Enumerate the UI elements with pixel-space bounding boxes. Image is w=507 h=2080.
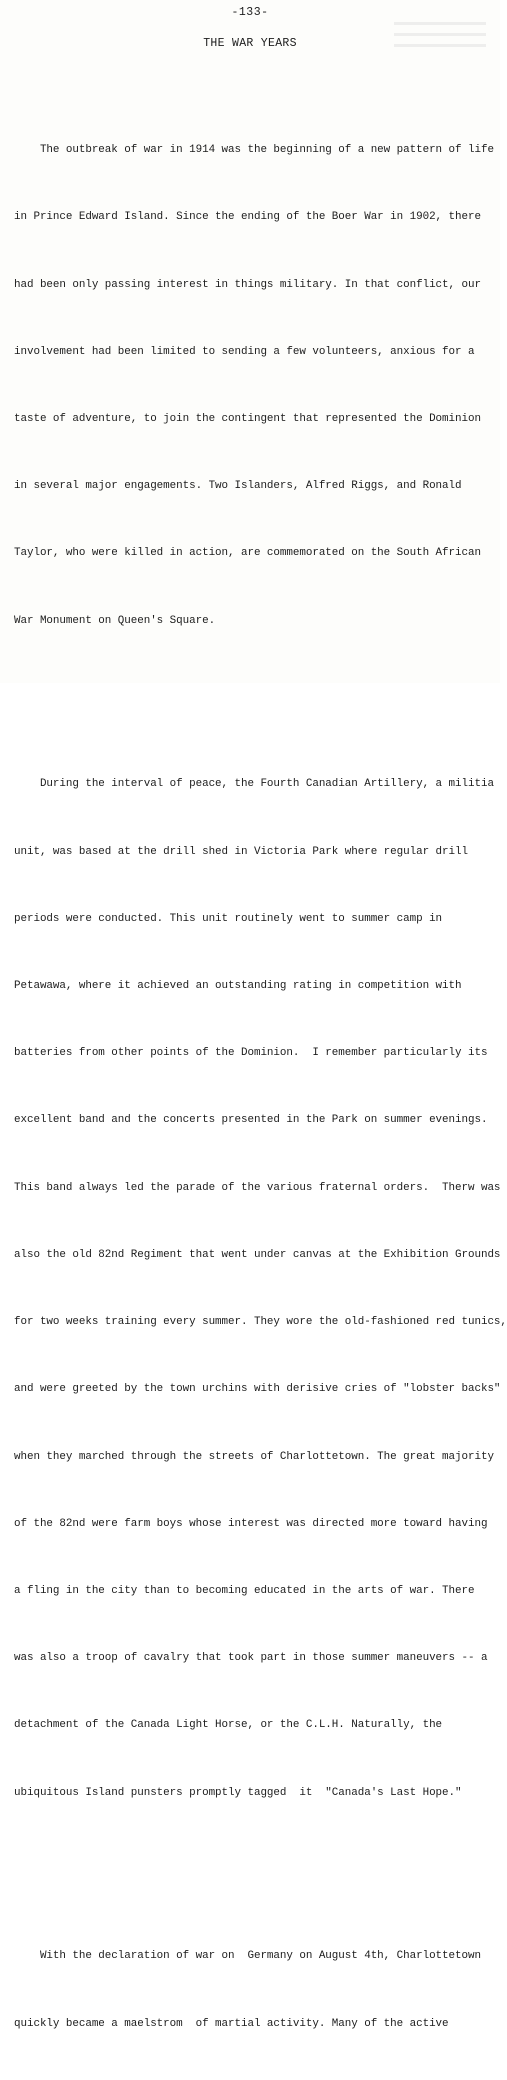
paragraph-gap [14, 677, 504, 684]
text-line: was also a troop of cavalry that took part in those summer maneuvers -- a [14, 1652, 488, 1665]
text-line: Taylor, who were killed in action, are commemorated on the South African [14, 547, 481, 560]
text-line: ubiquitous Island punsters promptly tagged it "Canada's Last Hope." [14, 1786, 462, 1799]
text-line: unit, was based at the drill shed in Victoria Park where regular drill [14, 845, 468, 858]
paragraph-gap [14, 1849, 504, 1856]
body-text [14, 72, 507, 2080]
text-line: The outbreak of war in 1914 was the beginning of a new pattern of life [14, 144, 494, 157]
text-line: had been only passing interest in things military. In that conflict, our [14, 278, 481, 291]
text-line: periods were conducted. This unit routinely went to summer camp in [14, 912, 443, 925]
chapter-title: THE WAR YEARS [203, 37, 297, 50]
text-line: in several major engagements. Two Islanders, Alfred Riggs, and Ronald [14, 480, 462, 493]
text-line: of the 82nd were farm boys whose interest was directed more toward having [14, 1517, 488, 1530]
text-line: also the old 82nd Regiment that went under canvas at the Exhibition Grounds [14, 1248, 501, 1261]
text-line: for two weeks training every summer. They wore the old-fashioned red tunics, [14, 1316, 507, 1329]
text-line: and were greeted by the town urchins with derisive cries of "lobster backs" [14, 1383, 501, 1396]
text-line: involvement had been limited to sending a few volunteers, anxious for a [14, 345, 475, 358]
text-line: when they marched through the streets of Charlottetown. The great majority [14, 1450, 494, 1463]
text-line: a fling in the city than to becoming educated in the arts of war. There [14, 1584, 475, 1597]
text-line: With the declaration of war on Germany on August 4th, Charlottetown [14, 1950, 481, 1963]
text-line: in Prince Edward Island. Since the ending of the Boer War in 1902, there [14, 211, 481, 224]
text-line: War Monument on Queen's Square. [14, 614, 216, 627]
text-line: detachment of the Canada Light Horse, or the C.L.H. Naturally, the [14, 1719, 443, 1732]
text-line: During the interval of peace, the Fourth Canadian Artillery, a militia [14, 778, 494, 791]
page-number: -133- [231, 6, 269, 19]
text-line: taste of adventure, to join the contingent that represented the Dominion [14, 413, 481, 426]
text-line: excellent band and the concerts presented in the Park on summer evenings. [14, 1114, 488, 1127]
text-line: This band always led the parade of the various fraternal orders. Therw was [14, 1181, 501, 1194]
text-line: Petawawa, where it achieved an outstanding rating in competition with [14, 980, 462, 993]
text-line: quickly became a maelstrom of martial activity. Many of the active [14, 2017, 449, 2030]
text-line: batteries from other points of the Dominion. I remember particularly its [14, 1047, 488, 1060]
